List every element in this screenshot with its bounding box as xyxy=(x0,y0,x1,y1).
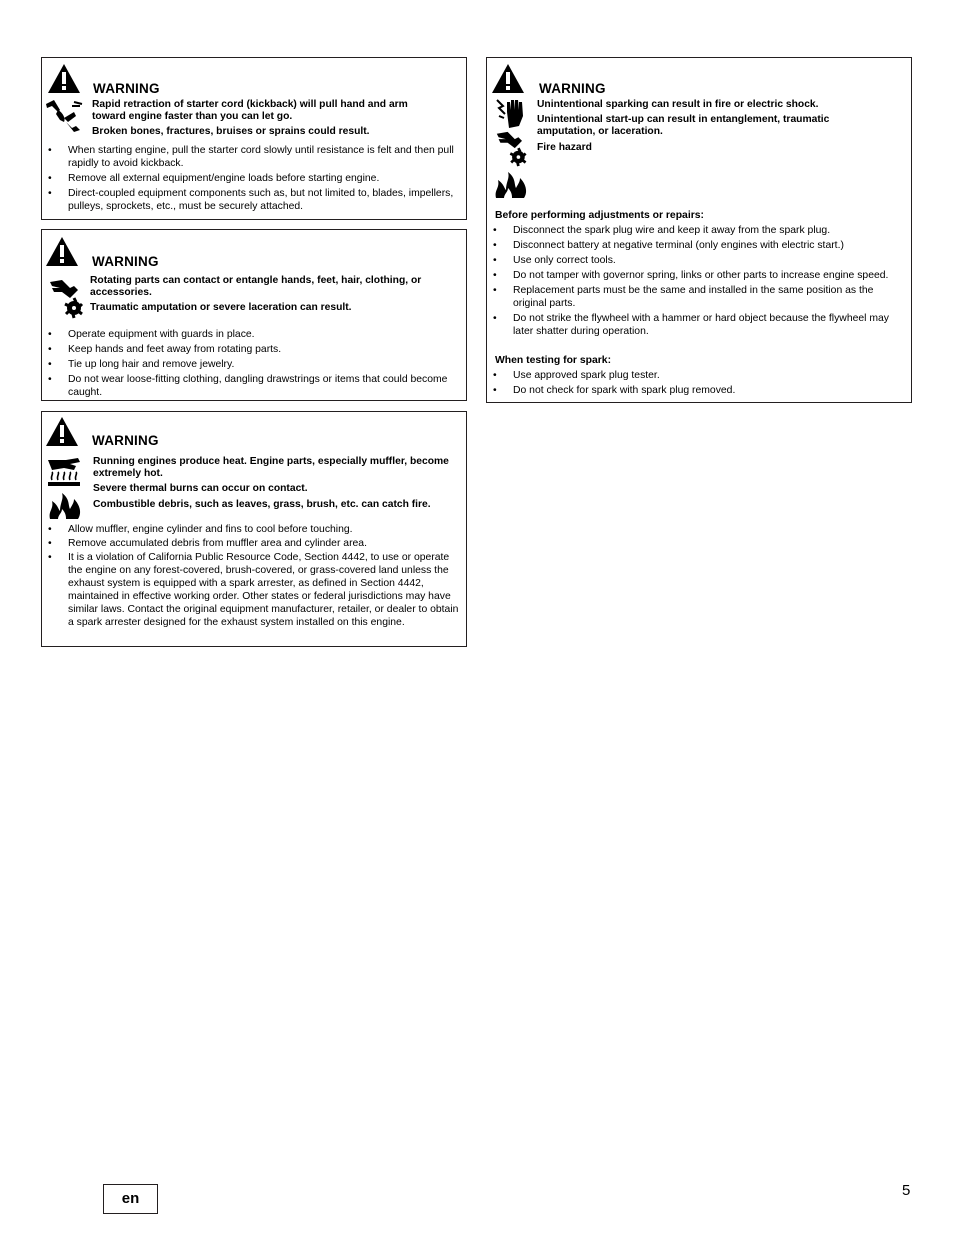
safety-alert-triangle-icon xyxy=(45,416,79,447)
list-item: • Do not wear loose-fitting clothing, dangling drawstrings or items that could become caught. xyxy=(42,373,460,399)
starter-kickback-hand-icon xyxy=(44,98,86,134)
list-item: • Use only correct tools. xyxy=(487,254,901,267)
precaution-list xyxy=(42,523,460,631)
hazard-text-entanglement: Rotating parts can contact or entangle hands, feet, hair, clothing, or accessories. xyxy=(90,275,422,298)
hazard-text-amputation: Traumatic amputation or severe laceration can result. xyxy=(90,302,352,313)
hazard-text-startup: Unintentional start-up can result in entanglement, traumatic amputation, or laceration. xyxy=(537,114,830,137)
rotating-parts-entanglement-icon xyxy=(495,130,531,168)
safety-alert-triangle-icon xyxy=(491,63,525,94)
safety-alert-triangle-icon xyxy=(47,63,81,94)
electric-shock-hand-icon xyxy=(495,96,527,130)
list-item: • Do not strike the flywheel with a hammer or hard object because the flywheel may later shatter during operation. xyxy=(487,312,901,338)
list-item: • When starting engine, pull the starter cord slowly until resistance is felt and then pull rapidly to avoid kickback. xyxy=(42,144,460,170)
list-item: • Replacement parts must be the same and installed in the same position as the original parts. xyxy=(487,284,901,310)
list-item: • Use approved spark plug tester. xyxy=(487,369,901,382)
hazard-text-kickback: Rapid retraction of starter cord (kickback) will pull hand and arm toward engine faster than you can let go. xyxy=(92,99,408,122)
warning-title: WARNING xyxy=(539,81,606,96)
hazard-text-fire: Fire hazard xyxy=(537,142,592,153)
hazard-text-heat: Running engines produce heat. Engine parts, especially muffler, become extremely hot. xyxy=(93,456,449,479)
language-tab: en xyxy=(103,1184,158,1214)
fire-flame-icon xyxy=(494,170,528,200)
list-item: • Do not tamper with governor spring, links or other parts to increase engine speed. xyxy=(487,269,901,282)
warning-box-hot-surface xyxy=(41,411,467,647)
list-item: • Operate equipment with guards in place. xyxy=(42,328,460,341)
list-item: • Remove all external equipment/engine loads before starting engine. xyxy=(42,172,460,185)
section-heading-adjustments: Before performing adjustments or repairs: xyxy=(495,210,705,221)
section-heading-spark-test: When testing for spark: xyxy=(495,355,612,366)
warning-box-rotating-parts xyxy=(41,229,467,401)
warning-title: WARNING xyxy=(92,254,159,269)
warning-title: WARNING xyxy=(92,433,159,448)
hazard-text-burns: Severe thermal burns can occur on contact. xyxy=(93,483,308,494)
hazard-text-sparking: Unintentional sparking can result in fire or electric shock. xyxy=(537,99,819,110)
precaution-list xyxy=(42,144,460,215)
list-item: • It is a violation of California Public Resource Code, Section 4442, to use or operate the engine on any forest-covered, brush-covered, or grass-covered land unless the exhaust system is equipped with a spark arrester, as defined in Section 4442, maintained in effective working order. Other states or federal jurisdictions may have similar laws. Contact the original equipment manufacturer, retailer, or dealer to obtain a spark arrester designed for the exhaust system installed on this engine. xyxy=(42,551,460,629)
warning-title: WARNING xyxy=(93,81,160,96)
precaution-list xyxy=(42,328,460,401)
list-item: • Do not check for spark with spark plug removed. xyxy=(487,384,901,397)
warning-box-kickback xyxy=(41,57,467,220)
list-item: • Tie up long hair and remove jewelry. xyxy=(42,358,460,371)
rotating-parts-entanglement-icon xyxy=(48,278,88,320)
precaution-list-spark-test xyxy=(487,369,901,399)
list-item: • Remove accumulated debris from muffler area and cylinder area. xyxy=(42,537,460,550)
hazard-text-injury: Broken bones, fractures, bruises or sprains could result. xyxy=(92,126,370,137)
list-item: • Disconnect the spark plug wire and keep it away from the spark plug. xyxy=(487,224,901,237)
list-item: • Disconnect battery at negative terminal (only engines with electric start.) xyxy=(487,239,901,252)
list-item: • Direct-coupled equipment components such as, but not limited to, blades, impellers, pulleys, sprockets, etc., must be securely attached. xyxy=(42,187,460,213)
hazard-text-debris: Combustible debris, such as leaves, grass, brush, etc. can catch fire. xyxy=(93,499,431,510)
fire-flame-icon xyxy=(48,491,82,521)
list-item: • Keep hands and feet away from rotating parts. xyxy=(42,343,460,356)
precaution-list-adjustments xyxy=(487,224,901,340)
warning-box-sparking xyxy=(486,57,912,403)
safety-alert-triangle-icon xyxy=(45,236,79,267)
list-item: • Allow muffler, engine cylinder and fins to cool before touching. xyxy=(42,523,460,536)
page-number: 5 xyxy=(902,1182,911,1199)
hot-surface-burn-icon xyxy=(46,456,82,488)
